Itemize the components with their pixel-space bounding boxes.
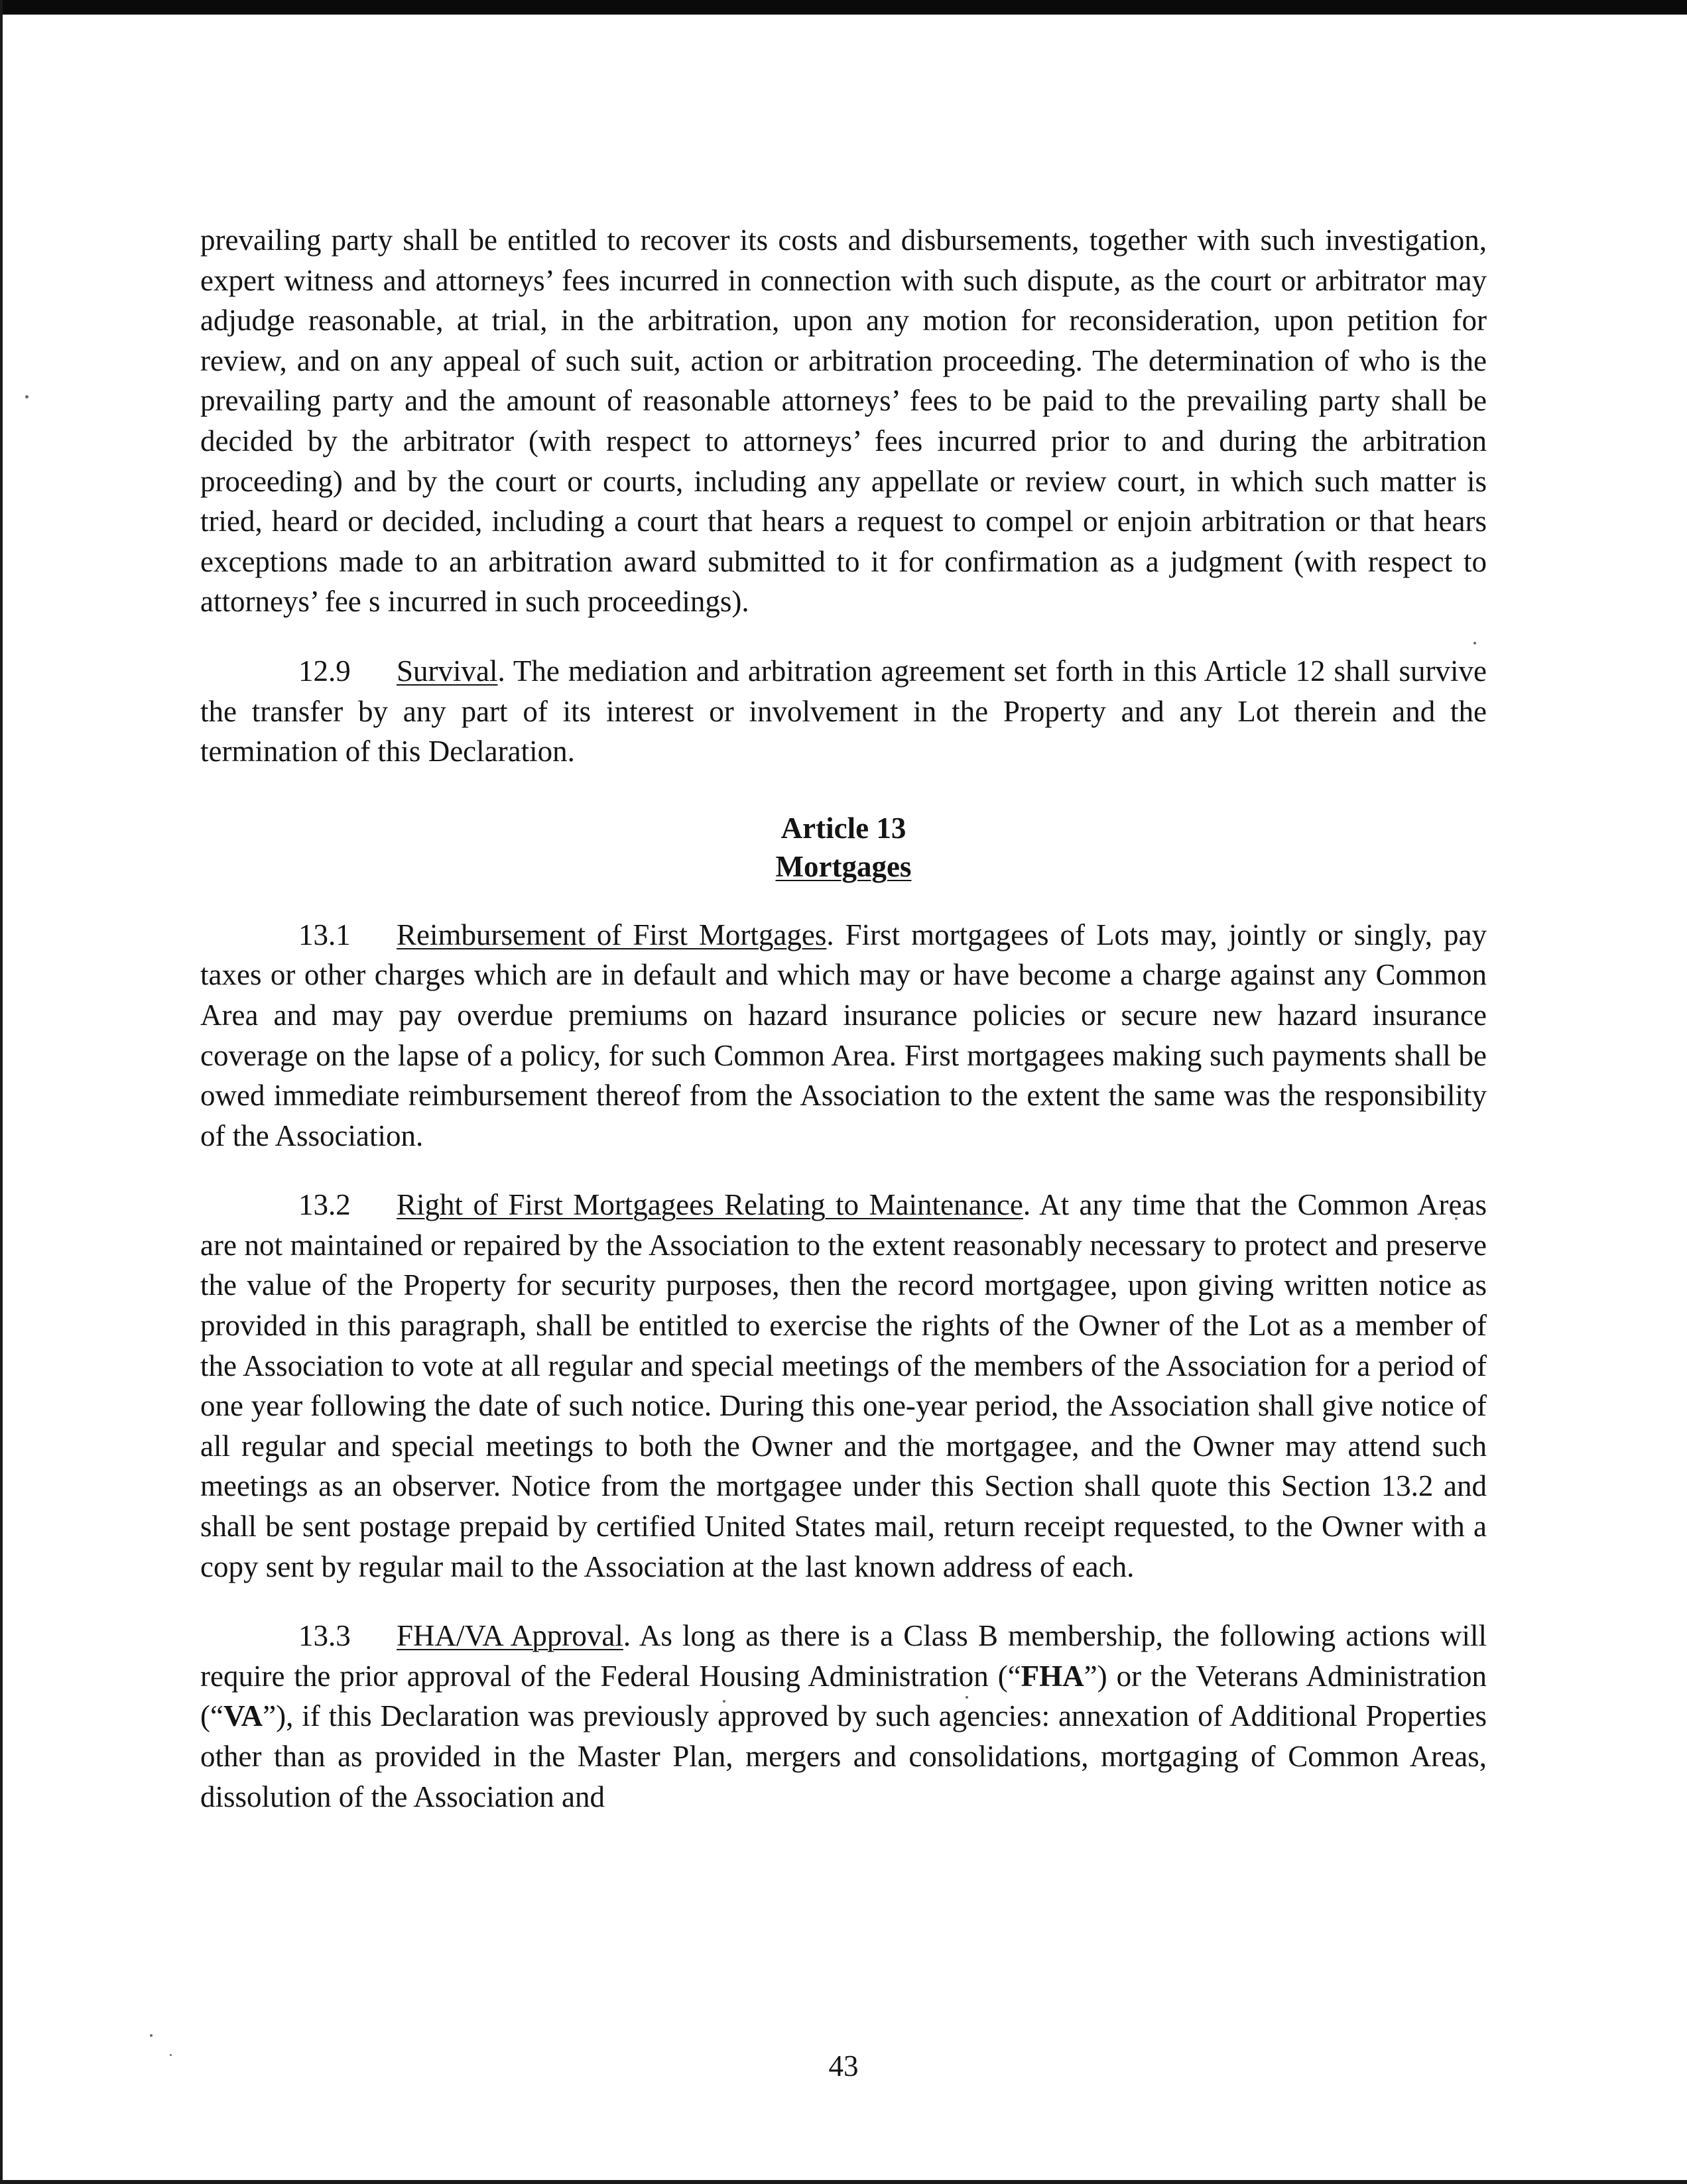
section-title: Right of First Mortgagees Relating to Maintenance [397, 1188, 1023, 1222]
section-13-1 [200, 915, 1487, 1156]
section-title: Survival [397, 654, 498, 688]
scan-speck [25, 395, 29, 398]
continuation-paragraph [200, 220, 1487, 622]
section-12-9 [200, 651, 1487, 772]
article-label: Article 13 [781, 811, 906, 845]
article-heading [200, 809, 1487, 886]
article-title: Mortgages [775, 849, 912, 883]
section-number: 12.9 [298, 654, 351, 688]
section-text: . As long as there is a Class B membership, the following actions will require the prior approval of the Federal Housing Administration (“ [200, 1619, 1487, 1693]
page-number: 43 [828, 2049, 859, 2083]
scan-edge-left [0, 0, 3, 2184]
document-body [200, 220, 1487, 1817]
scan-speck [150, 2034, 153, 2037]
section-title: Reimbursement of First Mortgages [397, 918, 827, 951]
section-13-3 [200, 1616, 1487, 1817]
section-text: . At any time that the Common Areas are not maintained or repaired by the Association to the extent reasonably necessary to protect and preserve the value of the Property for security purposes, then the record mortgagee, upon giving written notice as provided in this paragraph, shall be entitled to exercise the rights of the Owner of the Lot as a member of the Association to vote at all regular and special meetings of the members of the Association for a period of one year following the date of such notice. During this one-year period, the Association shall give notice of all regular and special meetings to both the Owner and the mortgagee, and the Owner may attend such meetings as an observer. Notice from the mortgagee under this Section shall quote this Section 13.2 and shall be sent postage prepaid by certified United States mail, return receipt requested, to the Owner with a copy sent by regular mail to the Association at the last known address of each. [200, 1188, 1487, 1583]
section-number: 13.1 [298, 918, 351, 951]
section-13-2 [200, 1185, 1487, 1587]
section-text: ”) or the Veterans Administration (“ [200, 1659, 1487, 1733]
section-number: 13.3 [298, 1619, 351, 1653]
section-title: FHA/VA Approval [397, 1619, 623, 1653]
section-text: . First mortgagees of Lots may, jointly or singly, pay taxes or other charges which are in default and which may or have become a charge against any Common Area and may pay overdue premiums on hazard insurance policies or secure new hazard insurance coverage on the lapse of a policy, for such Common Area. First mortgagees making such payments shall be owed immediate reimbursement thereof from the Association to the extent the same was the responsibility of the Association. [200, 918, 1487, 1152]
scan-edge-bottom [0, 2180, 1687, 2184]
va-abbreviation: VA [223, 1699, 263, 1733]
section-text: ”), if this Declaration was previously approved by such agencies: annexation of Additional Properties other than as provided in the Master Plan, mergers and consolidations, mortgaging of Common Areas, dissolution of the Association and [200, 1699, 1487, 1813]
section-text: . The mediation and arbitration agreement set forth in this Article 12 shall survive the transfer by any part of its interest or involvement in the Property and any Lot therein and the termination of this Declaration. [200, 654, 1487, 768]
continuation-text: prevailing party shall be entitled to recover its costs and disbursements, together with such investigation, expert witness and attorneys’ fees incurred in connection with such dispute, as the court or arbitrator may adjudge reasonable, at trial, in the arbitration, upon any motion for reconsideration, upon petition for review, and on any appeal of such suit, action or arbitration proceeding. The determination of who is the prevailing party and the amount of reasonable attorneys’ fees to be paid to the prevailing party shall be decided by the arbitrator (with respect to attorneys’ fees incurred prior to and during the arbitration proceeding) and by the court or courts, including any appellate or review court, in which such matter is tried, heard or decided, including a court that hears a request to compel or enjoin arbitration or that hears exceptions made to an arbitration award submitted to it for confirmation as a judgment (with respect to attorneys’ fee s incurred in such proceedings). [200, 223, 1487, 619]
scan-edge-top [0, 0, 1687, 15]
section-number: 13.2 [298, 1188, 351, 1222]
fha-abbreviation: FHA [1021, 1659, 1084, 1693]
